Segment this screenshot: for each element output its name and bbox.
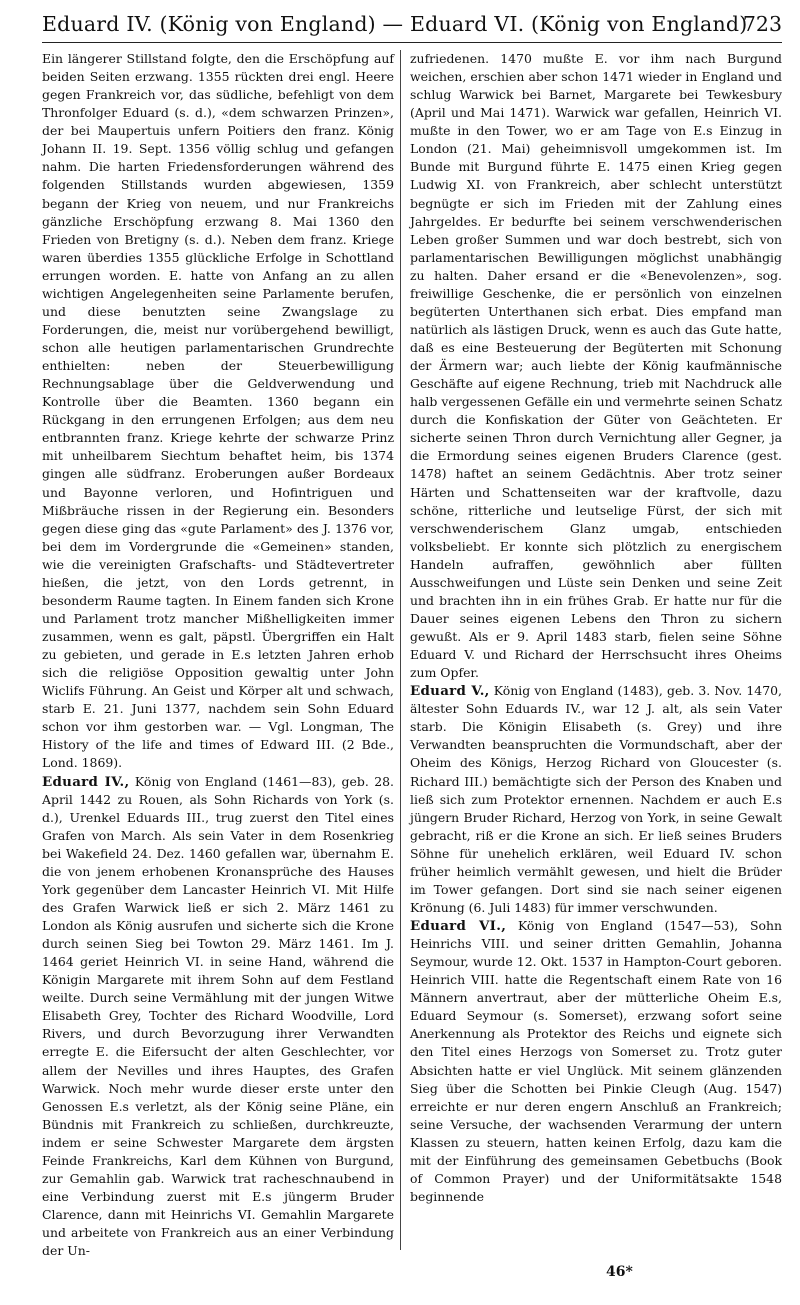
page-number: 723: [742, 12, 782, 36]
entry-eduard-iv: [42, 773, 394, 1261]
paragraph-eduard-iv-continued: zufriedenen. 1470 mußte E. vor ihm nach Burgund weichen, erschien aber schon 1471 wieder in England und schlug Warwick bei Barnet, Margarete bei Tewkesbury (April und Mai 1471). Warwick war gefallen, Heinrich VI. mußte in den Tower, wo er am Tage von E.s Einzug in London (21. Mai) geheimnisvoll umgekommen ist. Im Bunde mit Burgund führte E. 1475 einen Krieg gegen Ludwig XI. von Frankreich, aber schlecht unterstützt begnügte er sich im Frieden mit der Zahlung eines Jahrgeldes. Er bedurfte bei seinem verschwenderischen Leben großer Summen und war doch bestrebt, sich von parlamentarischen Bewilligungen möglichst unabhängig zu halten. Daher ersand er die «Benevolenzen», sog. freiwillige Geschenke, die er persönlich von einzelnen begüterten Unterthanen sich erbat. Dies empfand man natürlich als lästigen Druck, wenn es auch das Gute hatte, daß es eine Besteuerung der Begüterten mit Schonung der Ärmern war; auch liebte der König kaufmännische Geschäfte auf eigene Rechnung, trieb mit Nachdruck alle halb vergessenen Gefälle ein und vermehrte seinen Schatz durch die Konfiskation der Güter von Geächteten. Er sicherte seinen Thron durch Vernichtung aller Gegner, ja die Ermordung seines eigenen Bruders Clarence (gest. 1478) haftet an seinem Gedächtnis. Aber trotz seiner Härten und Schattenseiten war der kraftvolle, dazu schöne, ritterliche und leutselige Fürst, der sich mit verschwenderischem Glanz umgab, entschieden volksbeliebt. Er konnte sich plötzlich zu energischem Handeln aufraffen, gewöhnlich aber füllten Ausschweifungen und Lüste sein Denken und seine Zeit und brachten ihn in ein frühes Grab. Er hatte nur für die Dauer seines eigenen Lebens den Thron zu sichern gewußt. Als er 9. April 1483 starb, fielen seine Söhne Eduard V. und Richard der Herrschsucht ihres Oheims zum Opfer.: [410, 51, 782, 681]
signature-mark: 46*: [606, 1264, 633, 1280]
entry-text-eduard-v: König von England (1483), geb. 3. Nov. 1470, ältester Sohn Eduards IV., war 12 J. alt, als sein Vater starb. Die Königin Elisabeth (s. Grey) und ihre Verwandten beanspruchten die Vormundschaft, aber der Oheim des Königs, Herzog Richard von Gloucester (s. Richard III.) bemächtigte sich der Person des Knaben und ließ sich zum Protektor ernennen. Nachdem er auch E.s jüngern Bruder Richard, Herzog von York, in seine Gewalt gebracht, riß er die Krone an sich. Er ließ seines Bruders Söhne für unehelich erklären, weil Eduard IV. schon früher heimlich vermählt gewesen, und hielt die Brüder im Tower gefangen. Dort sind sie nach seiner eigenen Krönung (6. Juli 1483) für immer verschwunden.: [410, 683, 782, 915]
entry-eduard-v: [410, 682, 782, 917]
paragraph-eduard-iii-continued: Ein längerer Stillstand folgte, den die Erschöpfung auf beiden Seiten erzwang. 1355 rückten drei engl. Heere gegen Frankreich vor, das südliche, befehligt von dem Thronfolger Eduard (s. d.), «dem schwarzen Prinzen», der bei Maupertuis unfern Poitiers den franz. König Johann II. 19. Sept. 1356 völlig schlug und gefangen nahm. Die harten Friedensforderungen während des folgenden Stillstands wurden abgewiesen, 1359 begann der Krieg von neuem, und nur Frankreichs gänzliche Erschöpfung erzwang 8. Mai 1360 den Frieden von Bretigny (s. d.). Neben dem franz. Kriege waren überdies 1355 glückliche Erfolge in Schottland errungen worden. E. hatte von Anfang an zu allen wichtigen Angelegenheiten seine Parlamente berufen, und diese benutzten seine Zwangslage zu Forderungen, die, meist nur vorübergehend bewilligt, schon alle heutigen parlamentarischen Grundrechte enthielten: neben der Steuerbewilligung Rechnungsablage über die Geldverwendung und Kontrolle über die Beamten. 1360 begann ein Rückgang in den errungenen Erfolgen; aus dem neu entbrannten franz. Kriege kehrte der schwarze Prinz mit unheilbarem Siechtum behaftet heim, bis 1374 gingen alle südfranz. Eroberungen außer Bordeaux und Bayonne verloren, und Hofintriguen und Mißbräuche rissen in der Regierung ein. Besonders gegen diese ging das «gute Parlament» des J. 1376 vor, bei dem im Vordergrunde die «Gemeinen» standen, wie die vereinigten Grafschafts- und Städtevertreter hießen, die jetzt, von den Lords getrennt, in besonderm Raume tagten. In Einem fanden sich Krone und Parlament trotz mancher Mißhelligkeiten immer zusammen, wenn es galt, päpstl. Übergriffen ein Halt zu gebieten, und gerade in E.s letzten Jahren erhob sich die religiöse Opposition gewaltig unter John Wiclifs Führung. An Geist und Körper alt und schwach, starb E. 21. Juni 1377, nachdem sein Sohn Eduard schon vor ihm gestorben war. — Vgl. Longman, The History of the life and times of Edward III. (2 Bde., Lond. 1869).: [42, 51, 394, 771]
left-column: [42, 50, 394, 1260]
entry-headword-eduard-vi: Eduard VI.,: [410, 918, 507, 934]
column-divider: [400, 50, 401, 1250]
page-header: [42, 10, 782, 43]
entry-headword-eduard-v: Eduard V.,: [410, 683, 490, 700]
running-title: Eduard IV. (König von England) — Eduard VI. (König von England): [42, 12, 748, 36]
entry-headword-eduard-iv: Eduard IV.,: [42, 773, 130, 790]
right-column: [410, 50, 782, 1206]
entry-text-eduard-vi: König von England (1547—53), Sohn Heinrichs VIII. und seiner dritten Gemahlin, Johanna Seymour, wurde 12. Okt. 1537 in Hampton-Court geboren. Heinrich VIII. hatte die Regentschaft einem Rate von 16 Männern anvertraut, aber der mütterliche Oheim E.s, Eduard Seymour (s. Somerset), erzwang sofort seine Anerkennung als Protektor des Reichs und eignete sich den Titel eines Herzogs von Somerset zu. Trotz guter Absichten hatte er viel Unglück. Mit seinem glänzenden Sieg über die Schotten bei Pinkie Cleugh (Aug. 1547) erreichte er nur deren engern Anschluß an Frankreich; seine Versuche, der wachsenden Verarmung der untern Klassen zu steuern, hatten keinen Erfolg, dazu kam die mit der Einführung des gemeinsamen Gebetbuchs (Book of Common Prayer) und der Uniformitätsakte 1548 beginnende: [410, 918, 782, 1204]
entry-eduard-vi: [410, 917, 782, 1206]
entry-text-eduard-iv: König von England (1461—83), geb. 28. April 1442 zu Rouen, als Sohn Richards von York (s. d.), Urenkel Eduards III., trug zuerst den Titel eines Grafen von March. Als sein Vater in dem Rosenkrieg bei Wakefield 24. Dez. 1460 gefallen war, übernahm E. die von jenem erhobenen Kronansprüche des Hauses York gegenüber dem Lancaster Heinrich VI. Mit Hilfe des Grafen Warwick ließ er sich 2. März 1461 zu London als König ausrufen und sicherte sich die Krone durch seinen Sieg bei Towton 29. März 1461. Im J. 1464 geriet Heinrich VI. in seine Hand, während die Königin Margarete mit ihrem Sohn auf dem Festland weilte. Durch seine Vermählung mit der jungen Witwe Elisabeth Grey, Tochter des Richard Woodville, Lord Rivers, und durch Bevorzugung ihrer Verwandten erregte E. die Eifersucht der alten Geschlechter, vor allem der Nevilles und ihres Hauptes, des Grafen Warwick. Noch mehr wurde dieser erste unter den Genossen E.s verletzt, als der König seine Pläne, ein Bündnis mit Frankreich zu schließen, durchkreuzte, indem er seine Schwester Margarete dem ärgsten Feinde Frankreichs, Karl dem Kühnen von Burgund, zur Gemahlin gab. Warwick trat racheschnaubend in eine Verbindung zuerst mit E.s jüngerm Bruder Clarence, dann mit Heinrichs VI. Gemahlin Margarete und arbeitete von Frankreich aus an einer Verbindung der Un-: [42, 773, 394, 1259]
